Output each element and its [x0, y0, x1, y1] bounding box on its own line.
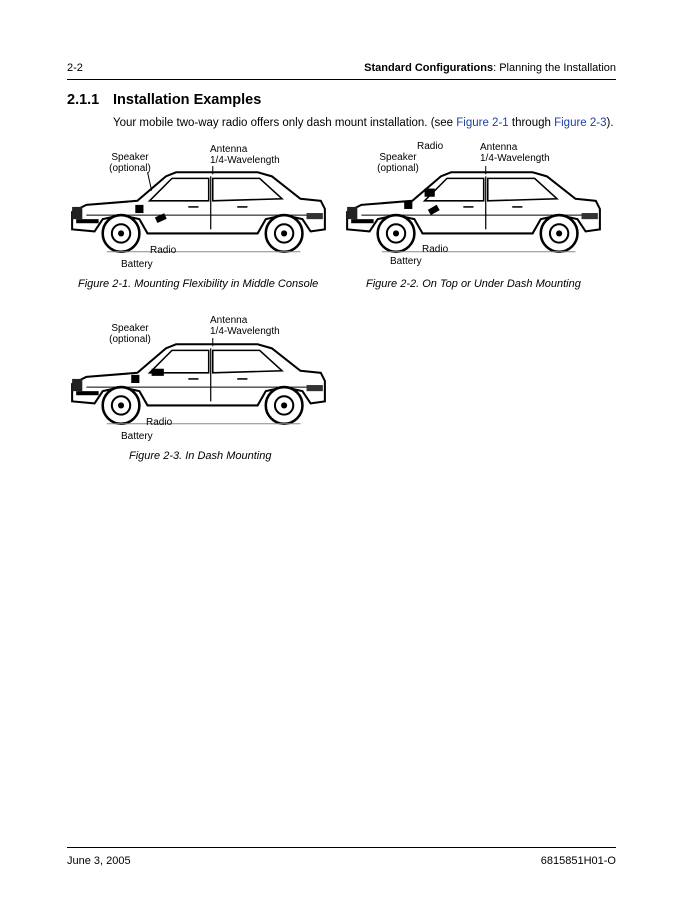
car-illustration	[66, 166, 331, 256]
battery-marker	[135, 205, 143, 213]
radio-label: Radio	[422, 244, 449, 255]
battery-marker	[404, 201, 412, 209]
radio-label: Radio	[146, 417, 173, 428]
header-rule	[67, 79, 616, 80]
figure-2-2	[341, 166, 606, 256]
figure-2-3-link[interactable]: Figure 2-3	[554, 117, 607, 129]
battery-label: Battery	[121, 259, 153, 270]
speaker-label: Speaker (optional)	[377, 152, 419, 174]
figure-2-1	[66, 166, 331, 256]
running-header	[364, 62, 616, 74]
radio-top-marker	[425, 189, 435, 197]
footer-doc-number: 6815851H01-O	[540, 855, 616, 867]
battery-marker	[131, 375, 139, 383]
intro-text: Your mobile two-way radio offers only dash mount installation. (see	[113, 117, 457, 129]
footer-date: June 3, 2005	[67, 855, 131, 867]
page-number: 2-2	[67, 62, 83, 74]
speaker-label: Speaker (optional)	[109, 323, 151, 345]
antenna-label: Antenna 1/4-Wavelength	[210, 315, 280, 337]
section-heading	[67, 92, 261, 108]
section-title: Installation Examples	[113, 92, 262, 108]
figure-caption: Figure 2-3. In Dash Mounting	[129, 450, 272, 462]
antenna-label: Antenna 1/4-Wavelength	[480, 142, 550, 164]
figure-2-3	[66, 338, 331, 428]
speaker-label: Speaker (optional)	[109, 152, 151, 174]
intro-between: through	[508, 117, 555, 129]
intro-end: ).	[606, 117, 614, 129]
radio-top-label: Radio	[417, 141, 444, 152]
section-number: 2.1.1	[67, 92, 100, 108]
figure-caption: Figure 2-2. On Top or Under Dash Mounting	[366, 278, 581, 290]
intro-paragraph	[113, 117, 614, 129]
running-header-subsection: : Planning the Installation	[493, 62, 616, 74]
radio-marker	[152, 369, 164, 376]
figure-caption: Figure 2-1. Mounting Flexibility in Middle Console	[78, 278, 319, 290]
radio-label: Radio	[150, 245, 177, 256]
battery-label: Battery	[121, 431, 153, 442]
running-header-section: Standard Configurations	[364, 62, 494, 74]
footer-rule	[67, 847, 616, 848]
figure-2-1-link[interactable]: Figure 2-1	[456, 117, 509, 129]
antenna-label: Antenna 1/4-Wavelength	[210, 144, 280, 166]
car-illustration	[341, 166, 606, 256]
battery-label: Battery	[390, 256, 422, 267]
car-illustration	[66, 338, 331, 428]
